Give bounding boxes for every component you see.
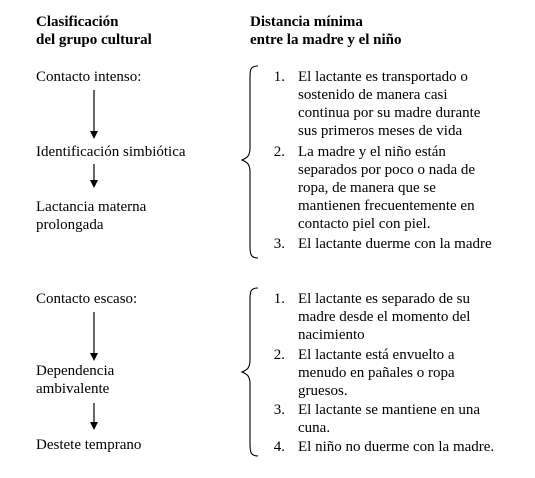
list-item-text: El lactante es separado de su (298, 291, 471, 307)
list-item-text: nacimiento (298, 327, 365, 343)
list-item-text: ropa, de manera que se (298, 180, 436, 196)
list-item-text: sus primeros meses de vida (298, 123, 463, 139)
left-brace-icon (242, 66, 258, 258)
list-item-text: sostenido de manera casi (298, 87, 448, 103)
stage-identificacion-simbiotica: Identificación simbiótica (36, 144, 186, 160)
list-item-text: La madre y el niño están (298, 144, 446, 160)
list-item-text: El lactante está envuelto a (298, 347, 455, 363)
stage-lactancia-line-1: Lactancia materna (36, 199, 147, 215)
right-header-line-2: entre la madre y el niño (250, 32, 402, 48)
stage-contacto-intenso: Contacto intenso: (36, 69, 142, 85)
list-number: 2. (273, 347, 285, 363)
stage-lactancia-line-2: prolongada (36, 217, 104, 233)
list-item-text: cuna. (298, 420, 331, 436)
list-number: 3. (273, 402, 285, 418)
list-number: 3. (273, 236, 285, 252)
list-number: 4. (273, 439, 285, 455)
list-item-text: madre desde el momento del (298, 309, 471, 325)
right-header-line-1: Distancia mínima (250, 14, 363, 30)
list-item-text: gruesos. (298, 383, 348, 399)
list-item-text: El lactante duerme con la madre (298, 236, 492, 252)
list-number: 2. (273, 144, 285, 160)
stage-dependencia-line-2: ambivalente (36, 381, 110, 397)
list-number: 1. (273, 69, 285, 85)
left-brace-icon (242, 288, 258, 456)
stage-dependencia-line-1: Dependencia (36, 363, 115, 379)
stage-destete-temprano: Destete temprano (36, 437, 142, 453)
list-item-text: menudo en pañales o ropa (298, 365, 455, 381)
list-item-text: mantienen frecuentemente en (298, 198, 475, 214)
list-number: 1. (273, 291, 285, 307)
list-item-text: El lactante se mantiene en una (298, 402, 480, 418)
left-header-line-2: del grupo cultural (36, 32, 152, 48)
list-item-text: separados por poco o nada de (298, 162, 476, 178)
list-item-text: contacto piel con piel. (298, 216, 431, 232)
stage-contacto-escaso: Contacto escaso: (36, 291, 138, 307)
list-item-text: continua por su madre durante (298, 105, 481, 121)
list-item-text: El lactante es transportado o (298, 69, 468, 85)
list-item-text: El niño no duerme con la madre. (298, 439, 495, 455)
left-header-line-1: Clasificación (36, 14, 119, 30)
